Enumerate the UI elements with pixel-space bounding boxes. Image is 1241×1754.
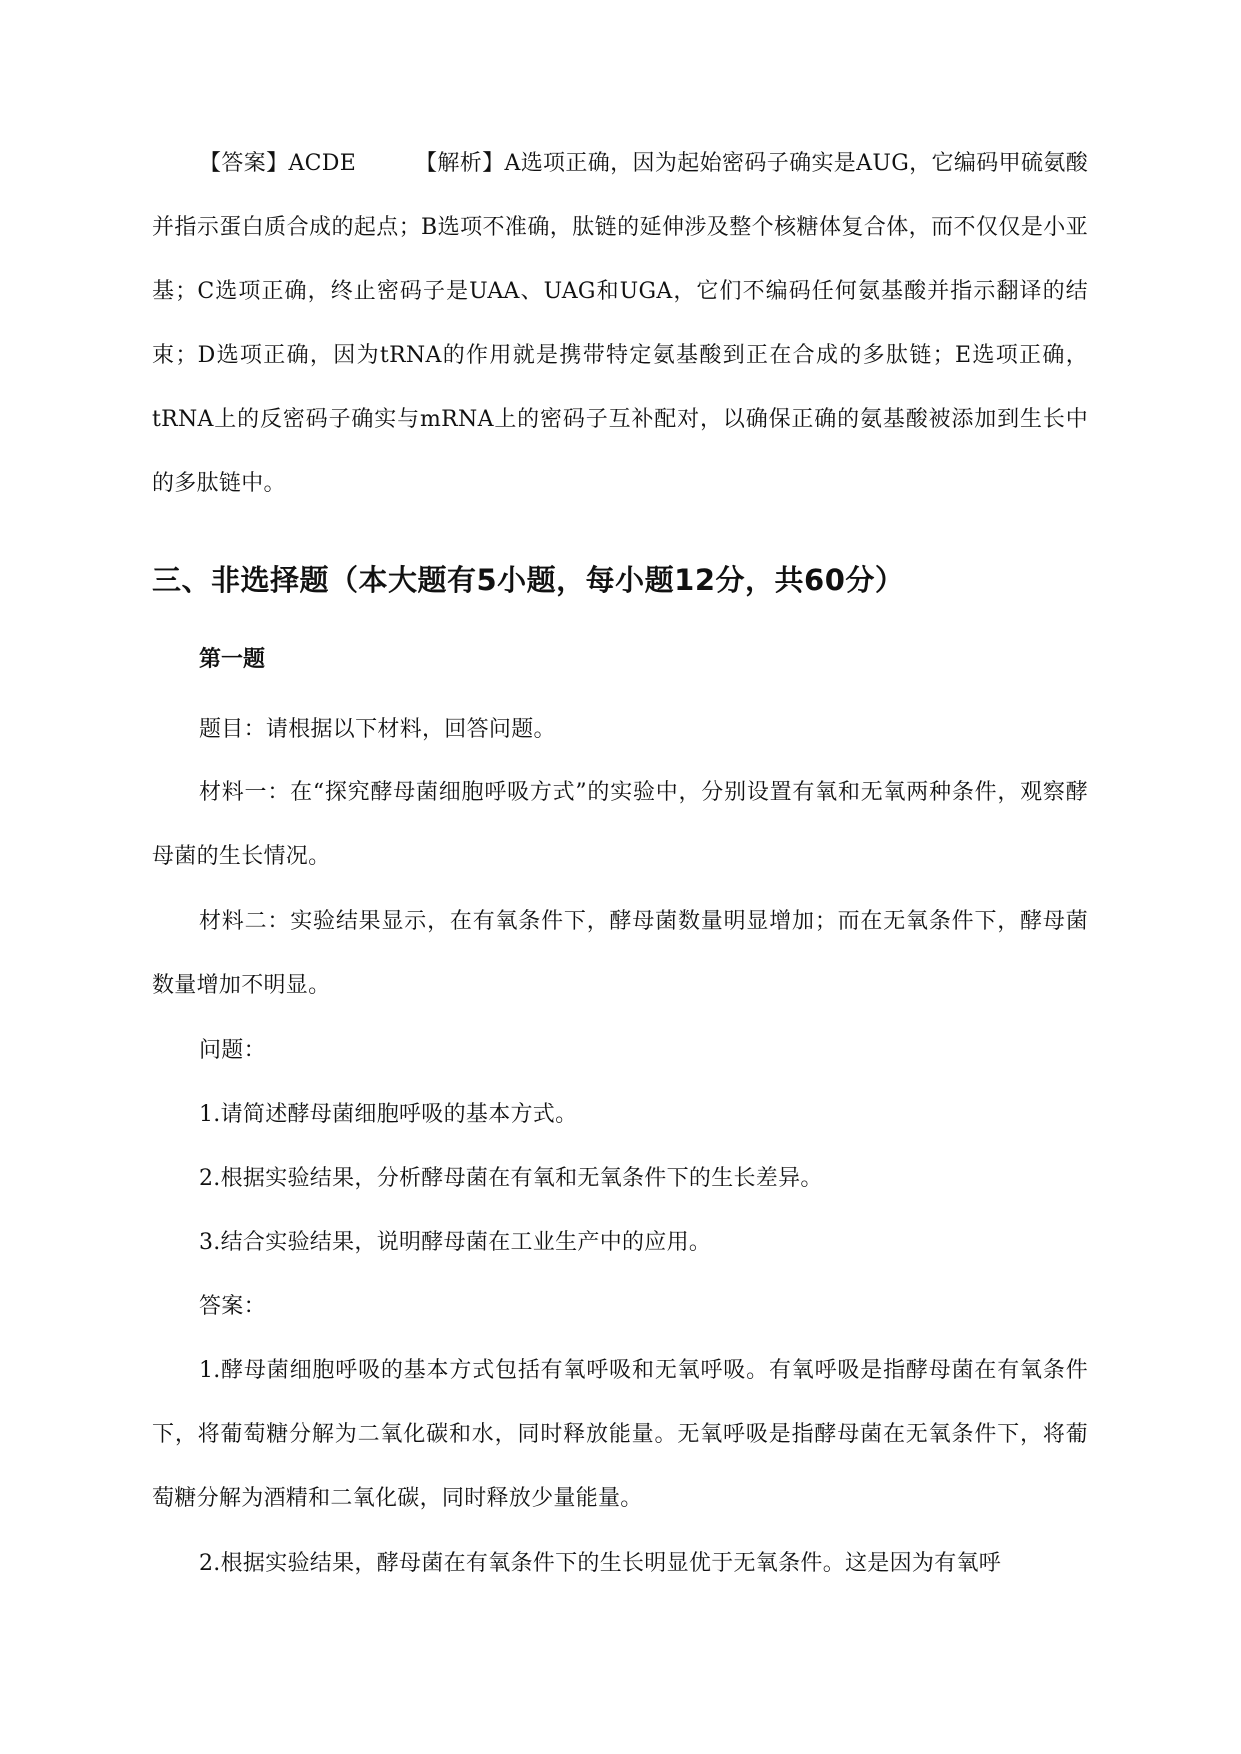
material-one: 材料一：在“探究酵母菌细胞呼吸方式”的实验中，分别设置有氧和无氧两种条件，观察酵母菌的生长情况。 bbox=[152, 780, 1088, 869]
question-item-2: 2.根据实验结果，分析酵母菌在有氧和无氧条件下的生长差异。 bbox=[199, 1166, 823, 1191]
section-heading: 三、非选择题（本大题有5小题，每小题12分，共60分） bbox=[152, 563, 905, 597]
material-two: 材料二：实验结果显示，在有氧条件下，酵母菌数量明显增加；而在无氧条件下，酵母菌数量增加不明显。 bbox=[152, 909, 1088, 998]
answer-label: 【答案】ACDE bbox=[199, 151, 357, 176]
question-prompt: 题目：请根据以下材料，回答问题。 bbox=[199, 717, 556, 742]
question-item-3: 3.结合实验结果，说明酵母菌在工业生产中的应用。 bbox=[199, 1230, 712, 1255]
questions-label: 问题： bbox=[199, 1038, 266, 1063]
analysis-text: A选项正确，因为起始密码子确实是AUG，它编码甲硫氨酸并指示蛋白质合成的起点；B选项不准确，肽链的延伸涉及整个核糖体复合体，而不仅仅是小亚基；C选项正确，终止密码子是UAA、UAG和UGA，它们不编码任何氨基酸并指示翻译的结束；D选项正确，因为tRNA的作用就是携带特定氨基酸到正在合成的多肽链；E选项正确，tRNA上的反密码子确实与mRNA上的密码子互补配对，以确保正确的氨基酸被添加到生长中的多肽链中。 bbox=[152, 151, 1088, 496]
question-title: 第一题 bbox=[199, 647, 266, 672]
answer-explanation-paragraph bbox=[152, 132, 1088, 516]
answer-item-1: 1.酵母菌细胞呼吸的基本方式包括有氧呼吸和无氧呼吸。有氧呼吸是指酵母菌在有氧条件下，将葡萄糖分解为二氧化碳和水，同时释放能量。无氧呼吸是指酵母菌在无氧条件下，将葡萄糖分解为酒精和二氧化碳，同时释放少量能量。 bbox=[152, 1358, 1088, 1511]
question-item-1: 1.请简述酵母菌细胞呼吸的基本方式。 bbox=[199, 1102, 578, 1127]
answer-item-2: 2.根据实验结果，酵母菌在有氧条件下的生长明显优于无氧条件。这是因为有氧呼 bbox=[199, 1551, 1002, 1576]
answers-label: 答案： bbox=[199, 1294, 266, 1319]
analysis-label: 【解析】 bbox=[414, 151, 505, 176]
